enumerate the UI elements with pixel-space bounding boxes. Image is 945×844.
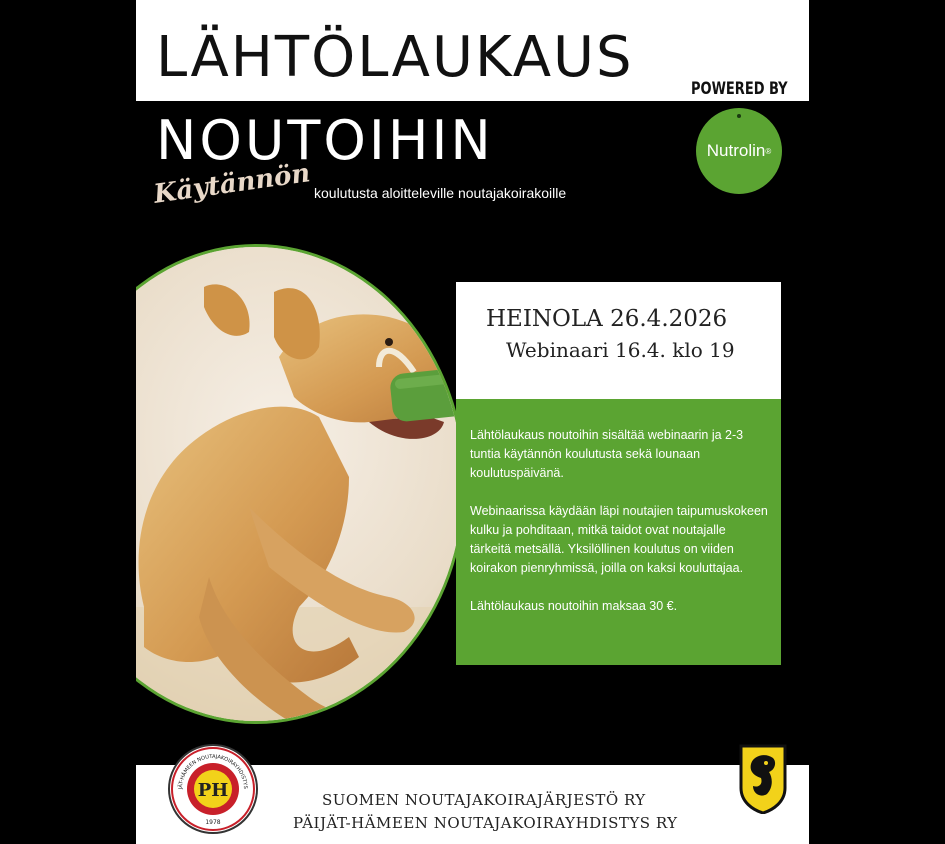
webinar-date: Webinaari 16.4. klo 19 [506,338,735,362]
logo-dot-icon [737,114,741,118]
powered-by-label: POWERED BY [691,79,788,99]
title-line-1: LÄHTÖLAUKAUS [156,25,634,90]
nutrolin-logo-text: Nutrolin [706,141,766,160]
tagline-emphasis: Käytännön [151,158,313,210]
description-box [456,399,781,665]
event-info-box [456,282,781,399]
nutrolin-logo [696,108,782,194]
event-location-date: HEINOLA 26.4.2026 [486,306,728,332]
dog-photo [136,244,466,724]
event-poster [136,0,809,844]
price-text: Lähtölaukaus noutoihin maksaa 30 €. [470,599,678,613]
phn-club-logo [168,744,258,834]
description-paragraph-2: Webinaarissa käydään läpi noutajien taipumuskokeen kulku ja pohditaan, mitkä taidot ovat noutajalle tärkeitä metsällä. Yksilöllinen koulutus on viiden koirakon pienryhmissä, joilla on kaksi kouluttajaa. [470,504,768,575]
title-line-2: NOUTOIHIN [156,109,494,172]
description-paragraph-1: Lähtölaukaus noutoihin sisältää webinaarin ja 2-3 tuntia käytännön koulutusta sekä lounaan koulutuspäivänä. [470,428,744,480]
shield-icon [739,744,787,814]
snj-shield-logo [739,744,787,814]
phn-logo-icon [170,746,256,832]
tagline-text: koulutusta aloitteleville noutajakoirakoille [314,185,567,201]
phn-logo-ring-text: JÄT-HÄMEEN NOUTAJAKOIRAYHDISTYS [177,753,249,790]
golden-retriever-image [136,247,463,721]
phn-logo-year: 1978 [205,819,221,826]
registered-mark: ® [765,146,772,156]
org-name-2: PÄIJÄT-HÄMEEN NOUTAJAKOIRAYHDISTYS RY [293,814,678,832]
org-name-1: SUOMEN NOUTAJAKOIRAJÄRJESTÖ RY [322,791,646,809]
phn-logo-initials: PH [197,780,229,801]
